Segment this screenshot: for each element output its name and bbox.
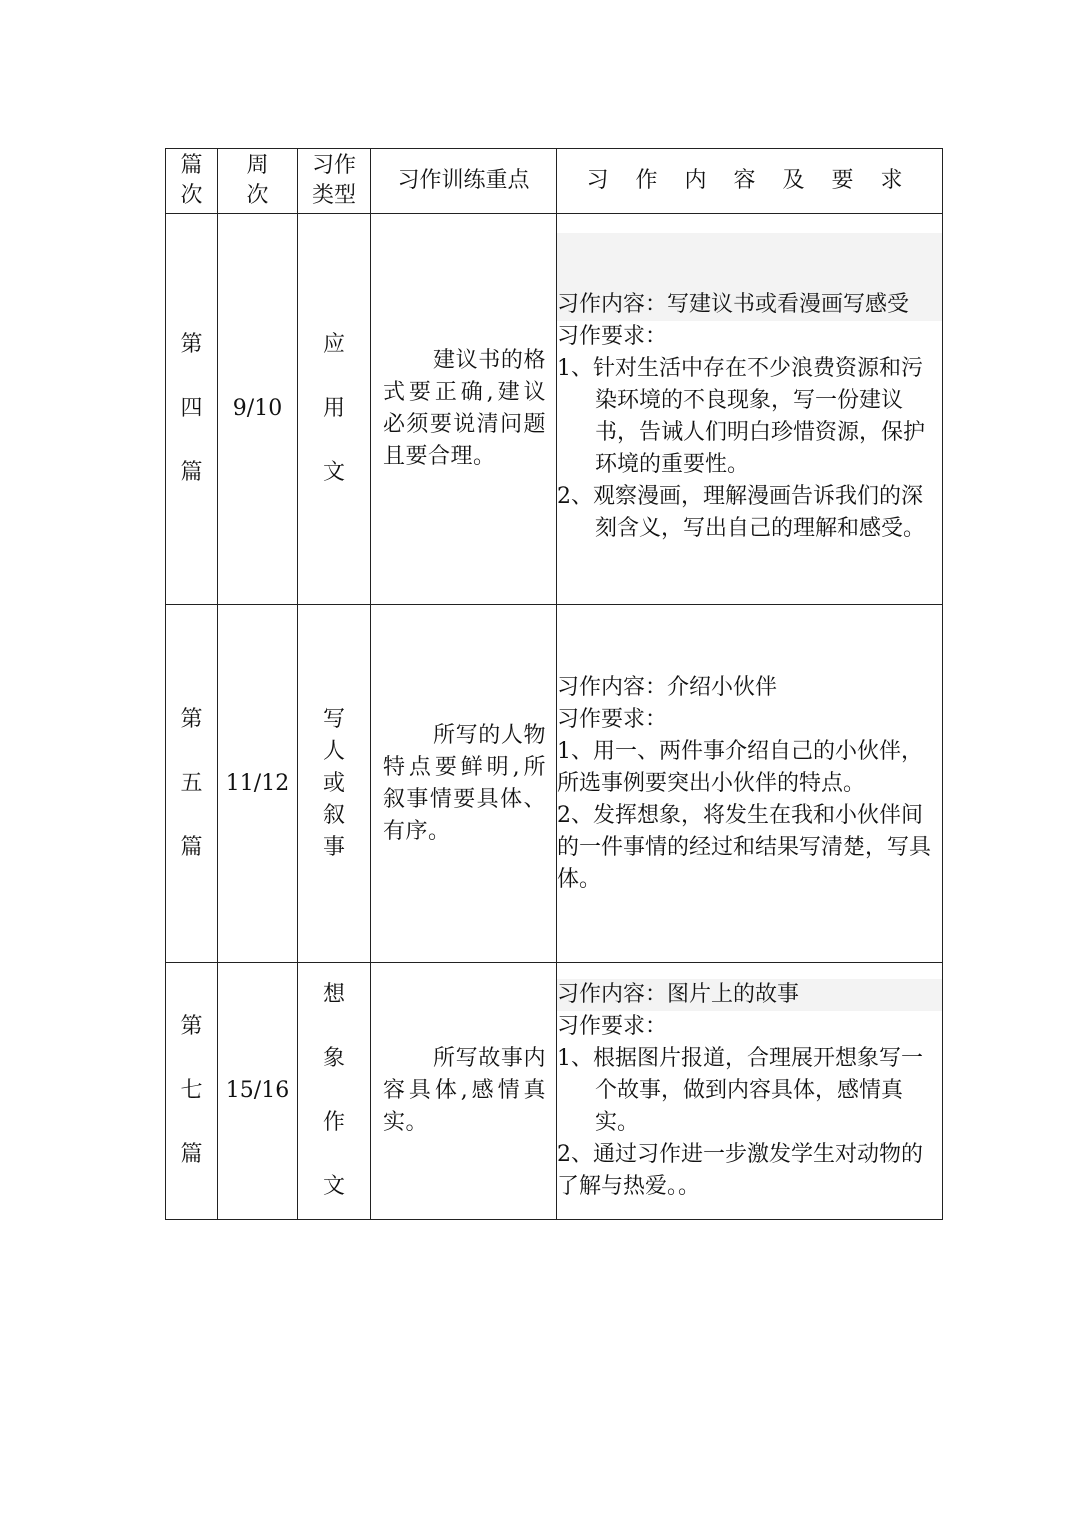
requirement-item: 2、通过习作进一步激发学生对动物的了解与热爱。。 <box>557 1142 923 1199</box>
type-char: 写 <box>322 706 345 732</box>
pian-char: 第 <box>180 332 203 357</box>
focus-text: 所写的人物特点要鲜明,所叙事情要具体、有序。 <box>383 722 546 844</box>
pian-char: 第 <box>180 706 203 732</box>
type-char: 象 <box>322 1046 345 1071</box>
requirements-label: 习作要求： <box>557 324 668 349</box>
type-char: 作 <box>322 1110 345 1135</box>
weeks-cell: 15/16 <box>218 963 298 1220</box>
requirements-label: 习作要求： <box>557 706 668 732</box>
header-pian-line1: 篇 <box>180 153 203 178</box>
type-cell <box>298 605 371 963</box>
header-zhou-line1: 周 <box>246 153 269 178</box>
type-cell <box>298 963 371 1220</box>
type-cell <box>298 214 371 605</box>
focus-cell <box>371 214 557 605</box>
type-char: 人 <box>322 738 345 764</box>
writing-plan-table <box>165 148 943 1220</box>
type-char: 想 <box>322 982 345 1007</box>
header-zhou-line2: 次 <box>246 183 269 208</box>
type-char: 应 <box>322 332 345 357</box>
type-char: 叙 <box>322 802 345 828</box>
focus-text: 建议书的格式要正确,建议必须要说清问题且要合理。 <box>383 348 546 469</box>
table-row <box>166 963 943 1220</box>
type-char: 文 <box>322 460 345 485</box>
pian-cell <box>166 605 218 963</box>
header-pian <box>166 149 218 214</box>
pian-cell <box>166 963 218 1220</box>
header-zhou <box>218 149 298 214</box>
header-type <box>298 149 371 214</box>
type-char: 或 <box>322 770 345 796</box>
requirements-cell <box>557 605 943 963</box>
type-char: 事 <box>322 834 345 860</box>
requirement-item: 1、针对生活中存在不少浪费资源和污染环境的不良现象，写一份建议书，告诫人们明白珍惜资源，保护环境的重要性。 <box>557 356 926 477</box>
pian-char: 篇 <box>180 834 203 860</box>
type-char: 文 <box>322 1174 345 1199</box>
focus-cell <box>371 963 557 1220</box>
header-pian-line2: 次 <box>180 183 203 208</box>
requirement-item: 2、发挥想象，将发生在我和小伙伴间的一件事情的经过和结果写清楚，写具体。 <box>557 802 932 892</box>
focus-cell <box>371 605 557 963</box>
weeks-cell: 11/12 <box>218 605 298 963</box>
requirement-item: 1、根据图片报道，合理展开想象写一个故事，做到内容具体，感情真实。 <box>557 1046 923 1135</box>
requirement-item: 1、用一、两件事介绍自己的小伙伴，所选事例要突出小伙伴的特点。 <box>557 738 923 796</box>
requirement-item: 2、观察漫画，理解漫画告诉我们的深刻含义，写出自己的理解和感受。 <box>557 484 926 541</box>
header-focus: 习作训练重点 <box>371 149 557 214</box>
content-line: 习作内容：图片上的故事 <box>557 979 942 1011</box>
header-type-line2: 类型 <box>311 183 356 208</box>
focus-text: 所写故事内容具体,感情真实。 <box>383 1046 546 1135</box>
requirements-label: 习作要求： <box>557 1014 668 1039</box>
pian-char: 四 <box>180 396 203 421</box>
pian-char: 篇 <box>180 1142 203 1167</box>
table-row <box>166 605 943 963</box>
header-type-line1: 习作 <box>311 153 356 178</box>
pian-char: 篇 <box>180 460 203 485</box>
type-char: 用 <box>322 396 345 421</box>
weeks-cell: 9/10 <box>218 214 298 605</box>
pian-char: 五 <box>180 770 203 796</box>
pian-char: 七 <box>180 1078 203 1103</box>
content-line: 习作内容：写建议书或看漫画写感受 <box>557 233 942 321</box>
table-header-row <box>166 149 943 214</box>
header-requirements: 习 作 内 容 及 要 求 <box>557 149 943 214</box>
table-row <box>166 214 943 605</box>
requirements-cell <box>557 963 943 1220</box>
pian-cell <box>166 214 218 605</box>
requirements-cell <box>557 214 943 605</box>
content-line: 习作内容：介绍小伙伴 <box>557 674 778 700</box>
pian-char: 第 <box>180 1014 203 1039</box>
